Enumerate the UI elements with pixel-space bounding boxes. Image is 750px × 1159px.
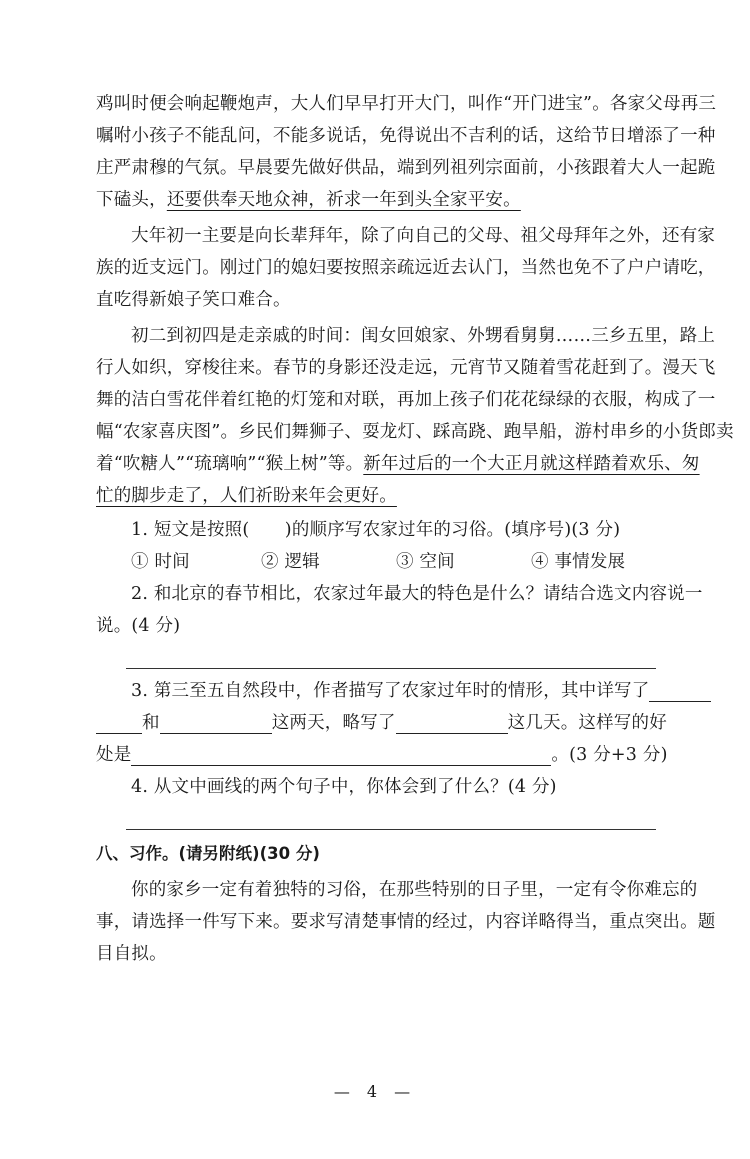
paragraph-3 <box>96 320 734 512</box>
option-d[interactable]: ④ 事情发展 <box>531 552 626 572</box>
text-line: 行人如织，穿梭往来。春节的身影还没走远，元宵节又随着雪花赶到了。漫天飞 <box>96 358 716 378</box>
question-3 <box>96 675 656 707</box>
text-line: 目自拟。 <box>96 944 167 964</box>
text-segment: 和 <box>142 713 160 733</box>
text-line: 鸡叫时便会响起鞭炮声，大人们早早打开大门，叫作“开门进宝”。各家父母再三 <box>96 94 717 114</box>
text-segment: 下磕头， <box>96 190 167 210</box>
option-b[interactable]: ② 逻辑 <box>261 552 320 572</box>
underlined-sentence-2-cont: 忙的脚步走了，人们祈盼来年会更好。 <box>96 486 397 506</box>
question-1: 1. 短文是按照( )的顺序写农家过年的习俗。(填序号)(3 分) <box>131 520 621 540</box>
answer-line-q2[interactable] <box>126 642 656 669</box>
question-2-cont: 说。(4 分) <box>96 616 181 636</box>
page-number: — 4 — <box>333 1082 417 1101</box>
question-3-line-3 <box>96 739 668 771</box>
text-line <box>96 448 700 480</box>
text-line: 你的家乡一定有着独特的习俗，在那些特别的日子里，一定有令你难忘的 <box>131 880 698 900</box>
question-1-options <box>96 546 656 578</box>
paragraph-1 <box>96 88 717 216</box>
answer-line-q4[interactable] <box>126 803 656 830</box>
text-line: 舞的洁白雪花伴着红艳的灯笼和对联，再加上孩子们花花绿绿的衣服，构成了一 <box>96 390 716 410</box>
underlined-sentence-1: 还要供奉天地众神，祈求一年到头全家平安。 <box>166 190 521 210</box>
text-segment: 这几天。这样写的好 <box>507 713 667 733</box>
worksheet-page <box>96 88 734 970</box>
question-3-line-2 <box>96 707 667 739</box>
option-c[interactable]: ③ 空间 <box>396 552 455 572</box>
text-segment: 着“吹糖人”“琉璃响”“猴上树”等。 <box>96 454 364 474</box>
section-8-heading: 八、习作。(请另附纸)(30 分) <box>96 844 320 863</box>
question-4: 4. 从文中画线的两个句子中，你体会到了什么？(4 分) <box>131 777 557 797</box>
paragraph-2 <box>96 220 716 316</box>
blank-brief[interactable] <box>396 711 508 734</box>
text-segment: 处是 <box>96 745 132 765</box>
text-segment: 这两天，略写了 <box>271 713 396 733</box>
text-line: 大年初一主要是向长辈拜年，除了向自己的父母、祖父母拜年之外，还有家 <box>131 226 716 246</box>
questions <box>96 514 703 830</box>
question-2: 2. 和北京的春节相比，农家过年最大的特色是什么？请结合选文内容说一 <box>131 584 703 604</box>
text-line <box>96 184 656 216</box>
question-3-text: 3. 第三至五自然段中，作者描写了农家过年时的情形，其中详写了 <box>131 681 650 701</box>
text-line: 直吃得新娘子笑口难合。 <box>96 290 291 310</box>
underlined-sentence-2: 新年过后的一个大正月就这样踏着欢乐、匆 <box>363 454 700 474</box>
blank-benefit[interactable] <box>131 743 551 766</box>
section-8 <box>96 838 716 970</box>
option-a[interactable]: ① 时间 <box>131 552 190 572</box>
text-line: 幅“农家喜庆图”。乡民们舞狮子、耍龙灯、踩高跷、跑旱船，游村串乡的小货郎卖 <box>96 422 734 442</box>
blank-detailed-1[interactable] <box>649 679 711 702</box>
text-line <box>96 480 656 512</box>
text-segment: 。(3 分+3 分) <box>551 745 668 765</box>
text-line: 初二到初四是走亲戚的时间：闺女回娘家、外甥看舅舅……三乡五里，路上 <box>131 326 716 346</box>
text-line: 事，请选择一件写下来。要求写清楚事情的经过，内容详略得当，重点突出。题 <box>96 912 716 932</box>
blank-detailed-3[interactable] <box>160 711 272 734</box>
text-line: 嘱咐小孩子不能乱问，不能多说话，免得说出不吉利的话，这给节日增添了一种 <box>96 126 716 146</box>
text-line: 庄严肃穆的气氛。早晨要先做好供品，端到列祖列宗面前，小孩跟着大人一起跪 <box>96 158 716 178</box>
blank-detailed-2[interactable] <box>96 711 142 734</box>
text-line: 族的近支远门。刚过门的媳妇要按照亲疏远近去认门，当然也免不了户户请吃， <box>96 258 716 278</box>
